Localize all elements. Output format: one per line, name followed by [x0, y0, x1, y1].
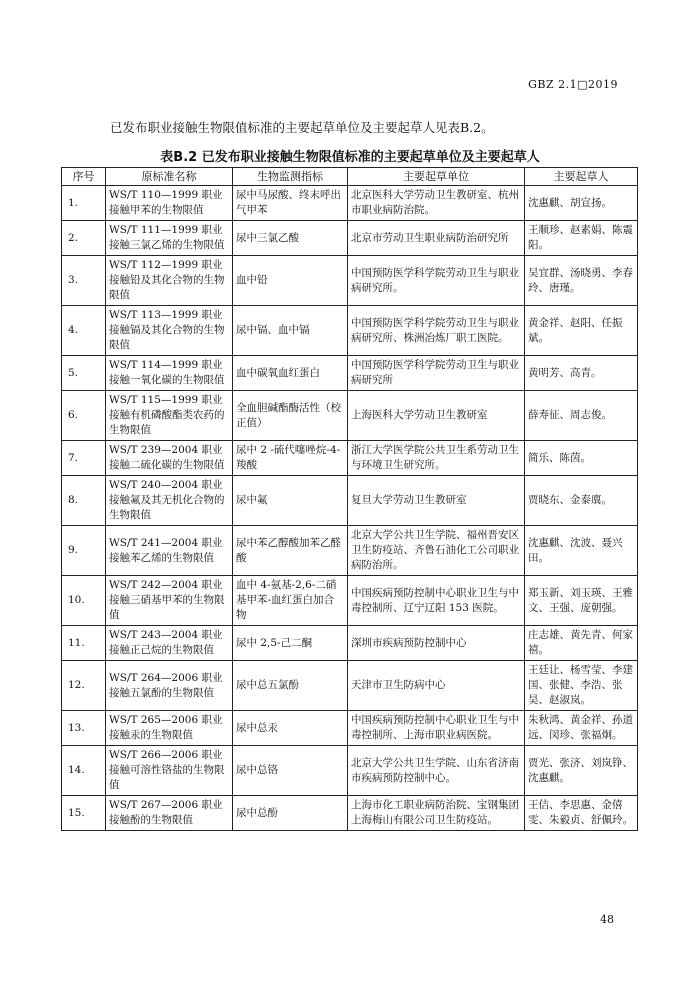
indicator-cell: 尿中镉、血中镉: [233, 306, 348, 356]
drafting-unit-cell: 复旦大学劳动卫生教研室: [348, 476, 525, 526]
drafting-unit-cell: 上海医科大学劳动卫生教研室: [348, 391, 525, 441]
standard-name-cell: WS/T 266—2006 职业接触可溶性铬盐的生物限值: [106, 746, 233, 796]
table-row: [62, 626, 638, 661]
intro-paragraph: 已发布职业接触生物限值标准的主要起草单位及主要起草人见表B.2。: [110, 120, 494, 135]
row-number: 8.: [62, 476, 106, 526]
col-header-drafting-unit: 主要起草单位: [348, 168, 525, 186]
table-row: [62, 476, 638, 526]
table-row: [62, 221, 638, 256]
drafting-unit-cell: 中国预防医学科学院劳动卫生与职业病研究所。: [348, 256, 525, 306]
table-row: [62, 306, 638, 356]
row-number: 4.: [62, 306, 106, 356]
drafters-cell: 庄志雄、黄先青、何家禧。: [525, 626, 638, 661]
standard-name-cell: WS/T 267—2006 职业接触酚的生物限值: [106, 796, 233, 831]
row-number: 1.: [62, 186, 106, 221]
drafters-cell: 黄金祥、赵阳、任振斌。: [525, 306, 638, 356]
drafting-unit-cell: 北京大学公共卫生学院、山东省济南市疾病预防控制中心。: [348, 746, 525, 796]
drafters-cell: 贾光、张济、刘岚铮、沈惠麒。: [525, 746, 638, 796]
standard-name-cell: WS/T 243—2004 职业接触正己烷的生物限值: [106, 626, 233, 661]
table-row: [62, 711, 638, 746]
page-number: 48: [600, 913, 614, 926]
indicator-cell: 血中铅: [233, 256, 348, 306]
table-row: [62, 256, 638, 306]
drafting-unit-cell: 中国预防医学科学院劳动卫生与职业病研究所、株洲冶炼厂职工医院。: [348, 306, 525, 356]
row-number: 2.: [62, 221, 106, 256]
standard-name-cell: WS/T 264—2006 职业接触五氯酚的生物限值: [106, 661, 233, 711]
drafters-cell: 郑玉新、刘玉瑛、王雅文、王强、庞朝强。: [525, 576, 638, 626]
indicator-cell: 尿中苯乙醇酸加苯乙醛酸: [233, 526, 348, 576]
drafting-unit-cell: 北京市劳动卫生职业病防治研究所: [348, 221, 525, 256]
drafting-unit-cell: 天津市卫生防病中心: [348, 661, 525, 711]
indicator-cell: 尿中 2,5-己二酮: [233, 626, 348, 661]
standard-name-cell: WS/T 112—1999 职业接触铅及其化合物的生物限值: [106, 256, 233, 306]
table-header-row: [62, 168, 638, 186]
drafting-unit-cell: 中国疾病预防控制中心职业卫生与中毒控制所、辽宁辽阳 153 医院。: [348, 576, 525, 626]
standard-name-cell: WS/T 241—2004 职业接触苯乙烯的生物限值: [106, 526, 233, 576]
drafters-cell: 王顺珍、赵素娟、陈震阳。: [525, 221, 638, 256]
table-row: [62, 391, 638, 441]
indicator-cell: 血中碳氧血红蛋白: [233, 356, 348, 391]
col-header-indicator: 生物监测指标: [233, 168, 348, 186]
drafters-cell: 简乐、陈茵。: [525, 441, 638, 476]
table-title: 表B.2 已发布职业接触生物限值标准的主要起草单位及主要起草人: [160, 150, 540, 165]
drafting-unit-cell: 中国预防医学科学院劳动卫生与职业病研究所: [348, 356, 525, 391]
standard-name-cell: WS/T 265—2006 职业接触汞的生物限值: [106, 711, 233, 746]
row-number: 3.: [62, 256, 106, 306]
drafters-cell: 王佶、李思惠、金僖雯、朱毅贞、舒佩玲。: [525, 796, 638, 831]
indicator-cell: 尿中总五氯酚: [233, 661, 348, 711]
standard-name-cell: WS/T 240—2004 职业接触氟及其无机化合物的生物限值: [106, 476, 233, 526]
standard-name-cell: WS/T 111—1999 职业接触三氯乙烯的生物限值: [106, 221, 233, 256]
table-row: [62, 186, 638, 221]
standard-name-cell: WS/T 114—1999 职业接触一氧化碳的生物限值: [106, 356, 233, 391]
indicator-cell: 尿中总汞: [233, 711, 348, 746]
drafters-cell: 黄明芳、高青。: [525, 356, 638, 391]
drafters-cell: 吴宜群、汤晓勇、李春玲、唐瑾。: [525, 256, 638, 306]
col-header-no: 序号: [62, 168, 106, 186]
drafters-cell: 贾晓东、金泰廙。: [525, 476, 638, 526]
table-row: [62, 576, 638, 626]
indicator-cell: 尿中总酚: [233, 796, 348, 831]
standard-name-cell: WS/T 115—1999 职业接触有机磷酸酯类农药的生物限值: [106, 391, 233, 441]
row-number: 15.: [62, 796, 106, 831]
drafters-cell: 薛寿征、周志俊。: [525, 391, 638, 441]
indicator-cell: 血中 4-氨基-2,6-二硝基甲苯-血红蛋白加合物: [233, 576, 348, 626]
table-body: [62, 186, 638, 831]
indicator-cell: 尿中三氯乙酸: [233, 221, 348, 256]
drafters-cell: 沈惠麒、沈波、聂兴田。: [525, 526, 638, 576]
indicator-cell: 尿中总铬: [233, 746, 348, 796]
indicator-cell: 尿中马尿酸、终末呼出气甲苯: [233, 186, 348, 221]
page-header-code: GBZ 2.1□2019: [528, 78, 618, 91]
standard-name-cell: WS/T 239—2004 职业接触二硫化碳的生物限值: [106, 441, 233, 476]
table-row: [62, 356, 638, 391]
row-number: 7.: [62, 441, 106, 476]
indicator-cell: 全血胆碱酯酶活性（校正值）: [233, 391, 348, 441]
col-header-drafters: 主要起草人: [525, 168, 638, 186]
row-number: 6.: [62, 391, 106, 441]
drafting-unit-cell: 北京医科大学劳动卫生教研室、杭州市职业病防治院。: [348, 186, 525, 221]
col-header-standard-name: 原标准名称: [106, 168, 233, 186]
standard-name-cell: WS/T 113—1999 职业接触镉及其化合物的生物限值: [106, 306, 233, 356]
table-row: [62, 746, 638, 796]
standard-name-cell: WS/T 242—2004 职业接触三硝基甲苯的生物限值: [106, 576, 233, 626]
row-number: 10.: [62, 576, 106, 626]
drafters-table: [61, 167, 638, 831]
row-number: 12.: [62, 661, 106, 711]
row-number: 13.: [62, 711, 106, 746]
drafting-unit-cell: 中国疾病预防控制中心职业卫生与中毒控制所、上海市职业病医院。: [348, 711, 525, 746]
drafting-unit-cell: 上海市化工职业病防治院、宝钢集团上海梅山有限公司卫生防疫站。: [348, 796, 525, 831]
table-row: [62, 796, 638, 831]
table-row: [62, 661, 638, 711]
row-number: 9.: [62, 526, 106, 576]
row-number: 11.: [62, 626, 106, 661]
drafters-cell: 沈惠麒、胡宣扬。: [525, 186, 638, 221]
drafting-unit-cell: 浙江大学医学院公共卫生系劳动卫生与环境卫生研究所。: [348, 441, 525, 476]
drafting-unit-cell: 深圳市疾病预防控制中心: [348, 626, 525, 661]
drafting-unit-cell: 北京大学公共卫生学院、福州晋安区卫生防疫站、齐鲁石油化工公司职业病防治所。: [348, 526, 525, 576]
indicator-cell: 尿中 2 -硫代噻唑烷-4-羧酸: [233, 441, 348, 476]
indicator-cell: 尿中氟: [233, 476, 348, 526]
row-number: 14.: [62, 746, 106, 796]
table-row: [62, 441, 638, 476]
drafters-cell: 王廷让、杨雪莹、李建国、张健、李浩、张昊、赵淑岚。: [525, 661, 638, 711]
drafters-cell: 朱秋鸿、黄金祥、孙道远、闵珍、张福炯。: [525, 711, 638, 746]
table-row: [62, 526, 638, 576]
row-number: 5.: [62, 356, 106, 391]
standard-name-cell: WS/T 110—1999 职业接触甲苯的生物限值: [106, 186, 233, 221]
